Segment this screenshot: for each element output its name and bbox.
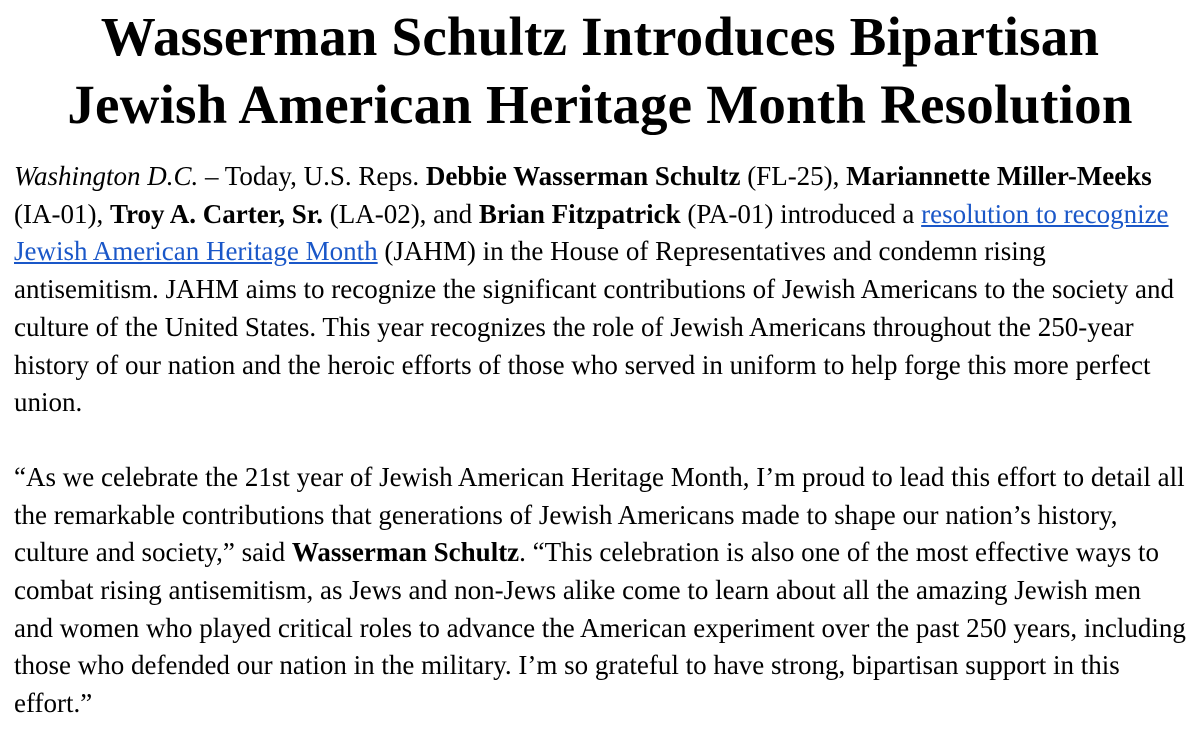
- article-body: [14, 158, 1186, 723]
- headline: [14, 0, 1186, 139]
- rep-carter: Troy A. Carter, Sr.: [109, 198, 323, 229]
- headline-line-2: Jewish American Heritage Month Resolution: [67, 74, 1133, 135]
- lead-text-1: – Today, U.S. Reps.: [198, 161, 426, 191]
- quote-text-2: . “This celebration is also one of the most effective ways to combat rising antisemitism, as Jews and non-Jews alike come to learn about all the amazing Jewish men and women who played critical roles to advance the American experiment over the past 250 years, including those who defended our nation in the military. I’m so grateful to have strong, bipartisan support in this effort.”: [14, 537, 1186, 719]
- lead-text-2: (FL-25),: [740, 161, 847, 191]
- quote-speaker: Wasserman Schultz: [291, 537, 520, 568]
- rep-wasserman-schultz: Debbie Wasserman Schultz: [425, 161, 741, 191]
- lead-paragraph: [14, 158, 1186, 422]
- quote-text-1: “As we celebrate the 21st year of Jewish American Heritage Month, I’m proud to lead this effort to detail all the remarkable contributions that generations of Jewish Americans made to shape our nation’s history, culture and society,” said: [14, 461, 1185, 568]
- rep-fitzpatrick: Brian Fitzpatrick: [478, 198, 681, 229]
- resolution-link[interactable]: resolution to recognize Jewish American Heritage Month: [14, 198, 1169, 267]
- lead-text-4: (LA-02), and: [322, 198, 479, 229]
- dateline: Washington D.C.: [14, 161, 199, 191]
- headline-line-1: Wasserman Schultz Introduces Bipartisan: [100, 6, 1100, 67]
- quote-paragraph: [14, 459, 1186, 723]
- lead-text-3: (IA-01),: [14, 198, 110, 229]
- lead-text-5: (PA-01) introduced a: [680, 198, 922, 229]
- lead-text-6: (JAHM) in the House of Representatives and condemn rising antisemitism. JAHM aims to recognize the significant contributions of Jewish Americans to the society and culture of the United States. This year recognizes the role of Jewish Americans throughout the 250-year history of our nation and the heroic efforts of those who served in uniform to help forge this more perfect union.: [14, 236, 1175, 418]
- rep-miller-meeks: Mariannette Miller-Meeks: [846, 161, 1152, 191]
